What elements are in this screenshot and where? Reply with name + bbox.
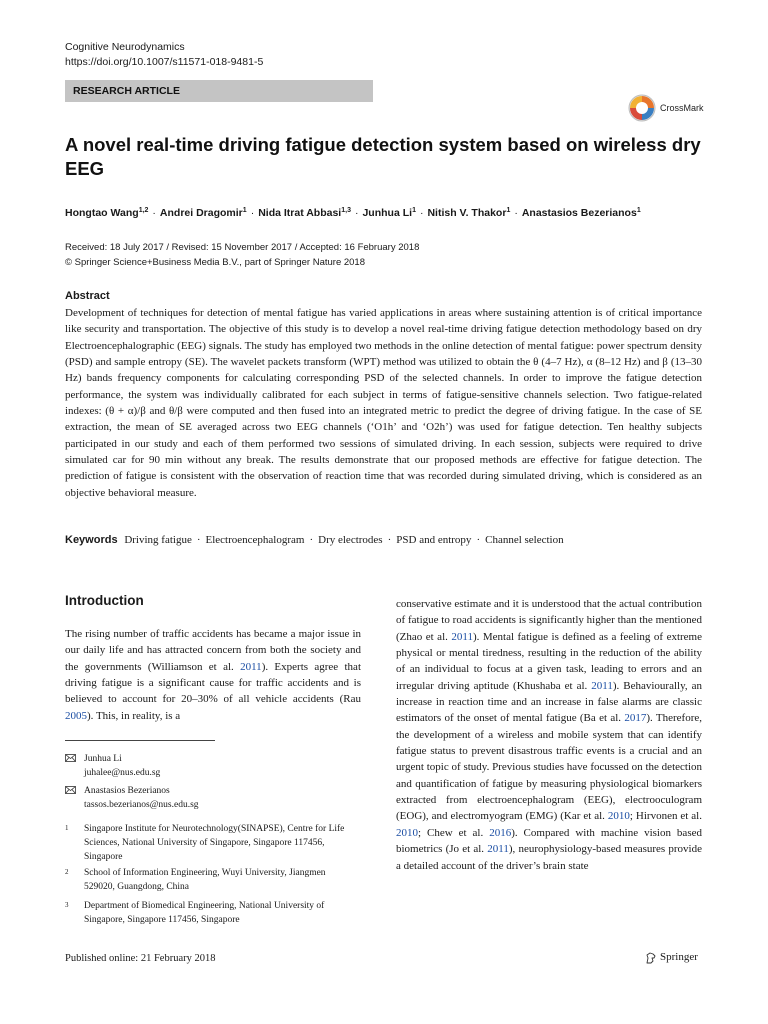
keyword-separator: · — [309, 534, 314, 546]
author-name[interactable]: Nitish V. Thakor — [427, 207, 507, 219]
author-affiliation: 1 — [242, 207, 247, 214]
author-name[interactable]: Junhua Li — [362, 207, 413, 219]
correspondent-name: Anastasios Bezerianos — [84, 786, 170, 796]
published-date: Published online: 21 February 2018 — [65, 953, 216, 964]
body-text: ). This, in reality, is a — [87, 709, 181, 722]
body-text: ). Compared with machine vision based biometrics (Jo et al. — [396, 826, 702, 856]
body-text: ; Hirvonen et al. — [629, 810, 702, 823]
journal-name: Cognitive Neurodynamics — [65, 41, 185, 53]
author-affiliation: 1 — [412, 207, 416, 214]
author-affiliation: 1,3 — [341, 207, 351, 214]
intro-paragraph-right — [396, 596, 702, 874]
author-list — [65, 203, 715, 221]
body-text: ). Experts agree that driving fatigue is a significant cause for traffic accidents and is believed to account for 20–30% of all vehicle accidents (Rau — [65, 660, 361, 706]
author-separator: · — [250, 207, 255, 219]
body-text: ). Mental fatigue is defined as a feeling of extreme physical or mental tiredness, resulting in the reduction of the ability of an individual to focus at a given task, leading to errors and an irregular driving aptitude (Khushaba et al. — [396, 630, 702, 692]
envelope-icon — [65, 786, 76, 794]
author-separator: · — [514, 207, 518, 219]
keywords-label: Keywords — [65, 534, 118, 546]
correspondent-email[interactable]: juhalee@nus.edu.sg — [84, 768, 161, 778]
citation-link[interactable]: 2016 — [489, 826, 512, 839]
article-type-banner: RESEARCH ARTICLE — [65, 80, 373, 102]
citation-link[interactable]: 2011 — [451, 630, 473, 643]
citation-link[interactable]: 2010 — [607, 810, 630, 823]
envelope-icon — [65, 754, 76, 762]
correspondent-email[interactable]: tassos.bezerianos@nus.edu.sg — [84, 800, 199, 810]
crossmark-badge[interactable] — [628, 94, 720, 124]
affiliation-number: 2 — [65, 868, 69, 876]
author-affiliation: 1,2 — [138, 207, 149, 214]
history-dates: Received: 18 July 2017 / Revised: 15 November 2017 / Accepted: 16 February 2018 — [65, 242, 420, 253]
author-separator: · — [419, 207, 424, 219]
keyword: Channel selection — [485, 534, 564, 546]
author-name[interactable]: Nida Itrat Abbasi — [258, 207, 342, 219]
author-separator: · — [152, 207, 156, 219]
article-title: A novel real-time driving fatigue detection system based on wireless dry EEG — [65, 134, 701, 179]
author-affiliation: 1 — [506, 207, 511, 214]
article-dates — [65, 240, 419, 270]
abstract-text: Development of techniques for detection of mental fatigue has varied applications in areas where sustaining attention is of critical importance like security and transportation. The objective of this study is to develop a novel real-time driving fatigue detection methodology based on dry Electroencephalographic (EEG) signals. The study has employed two methods in the online detection of mental fatigue: power spectrum density (PSD) and sample entropy (SE). The wavelet packets transform (WPT) method was utilized to obtain the θ (4–7 Hz), α (8–12 Hz) and β (13–30 Hz) bands frequency components for calculating corresponding PSD of the selected channels. In order to improve the fatigue detection performance, the system was individually calibrated for each subject in terms of fatigue-sensitive channels selection. Two fatigue-related indexes: (θ + α)/β and θ/β were computed and then fused into an integrated metric to predict the degree of driving fatigue. In the case of SE extraction, the mean of SE averaged across two EEG channels (‘O1h’ and ‘O2h’) was used for fatigue detection. Ten healthy subjects participated in our study and each of them performed two sessions of simulated driving. In each session, subjects were required to drive simulated car for 90 min without any break. The results demonstrate that our proposed methods are effective for fatigue detection. The prediction of fatigue is consistent with the observation of reaction time that was recorded during simulated driving, which is considered as an objective behavioral measure. — [65, 307, 702, 499]
citation-link[interactable]: 2011 — [240, 660, 262, 673]
body-text: ; Chew et al. — [418, 826, 490, 839]
copyright-line: © Springer Science+Business Media B.V., part of Springer Nature 2018 — [65, 257, 365, 268]
author-affiliation: 1 — [636, 207, 641, 214]
body-text: conservative estimate and it is understood that the actual contribution of fatigue to road accidents is significantly higher than the mentioned (Zhao et al. — [396, 598, 702, 643]
affiliation-number: 3 — [65, 901, 69, 909]
introduction-heading: Introduction — [65, 593, 144, 608]
keyword: Electroencephalogram — [205, 534, 305, 546]
keywords — [65, 533, 564, 548]
body-text: ). Therefore, the development of a wireless and mobile system that can identify fatigue status to prevent disastrous traffic events is a crucial and an urgent topic of study. Previous studies have focussed on the detection and quantification of fatigue by measuring physiological biomarkers extracted from electroencephalogram (EEG), electrooculogram (EOG), and electromyogram (EMG) (Kar et al. — [396, 712, 702, 823]
affiliation-number: 1 — [65, 824, 69, 832]
affiliation-text: School of Information Engineering, Wuyi University, Jiangmen 529020, Guangdong, China — [84, 868, 326, 892]
citation-link[interactable]: 2017 — [624, 712, 647, 725]
abstract-heading: Abstract — [65, 290, 110, 302]
keyword: PSD and entropy — [396, 534, 472, 546]
affiliation-text: Department of Biomedical Engineering, National University of Singapore, Singapore 117456, Singapore — [84, 901, 325, 925]
body-text: ). Behaviourally, an increase in reaction time and an increase in false alarms are classic estimators of the onset of mental fatigue (Ba et al. — [396, 679, 702, 725]
doi-link[interactable]: https://doi.org/10.1007/s11571-018-9481-5 — [65, 56, 264, 68]
keyword-separator: · — [476, 534, 481, 546]
author-name[interactable]: Anastasios Bezerianos — [521, 207, 637, 219]
publisher-name: Springer — [660, 951, 698, 963]
body-text: The rising number of traffic accidents has became a major issue in our daily life and has attracted concern from both the society and the governments (Williamson et al. — [65, 628, 361, 673]
crossmark-label: CrossMark — [660, 103, 704, 113]
author-name[interactable]: Hongtao Wang — [65, 207, 139, 219]
author-name[interactable]: Andrei Dragomir — [159, 207, 243, 219]
crossmark-icon — [628, 94, 656, 122]
keyword: Dry electrodes — [318, 534, 383, 546]
body-text: ), neurophysiology-based measures provide a detailed account of the driver’s brain state — [396, 843, 702, 872]
citation-link[interactable]: 2005 — [65, 709, 87, 722]
citation-link[interactable]: 2011 — [591, 679, 613, 692]
journal-info — [65, 40, 263, 70]
intro-paragraph-left — [65, 626, 361, 724]
footnote-rule — [65, 740, 215, 741]
affiliation-text: Singapore Institute for Neurotechnology(SINAPSE), Centre for Life Sciences, National University of Singapore, Singapore 117456, Singapore — [84, 824, 345, 862]
keyword: Driving fatigue — [124, 534, 192, 546]
keyword-separator: · — [196, 534, 201, 546]
keyword-separator: · — [387, 534, 392, 546]
springer-horse-icon — [645, 952, 657, 964]
citation-link[interactable]: 2011 — [487, 843, 509, 856]
citation-link[interactable]: 2010 — [396, 826, 418, 839]
correspondent-name: Junhua Li — [84, 754, 122, 764]
author-separator: · — [354, 207, 359, 219]
